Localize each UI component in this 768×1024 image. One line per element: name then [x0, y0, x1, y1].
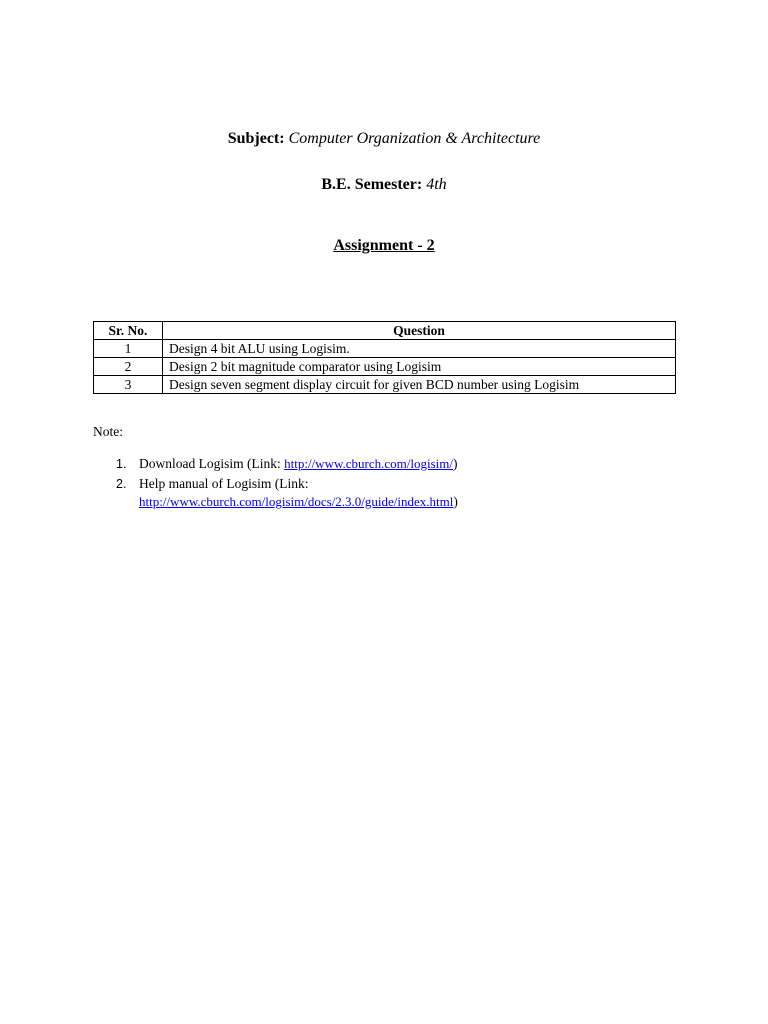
subject-label: Subject:: [227, 130, 285, 147]
list-item-text-end: ): [453, 456, 458, 471]
semester-label: B.E. Semester:: [321, 176, 423, 193]
subject-value: Computer Organization & Architecture: [288, 130, 541, 147]
list-item-text-end: ): [453, 494, 458, 509]
row-question: Design 2 bit magnitude comparator using Logisim: [163, 358, 676, 376]
table-row: [94, 340, 676, 358]
row-question: Design seven segment display circuit for given BCD number using Logisim: [163, 376, 676, 394]
logisim-download-link[interactable]: http://www.cburch.com/logisim/: [284, 456, 453, 471]
table-header-row: [94, 322, 676, 340]
list-item-number: 2.: [116, 477, 127, 491]
questions-table: [93, 321, 676, 394]
row-number: 1: [94, 340, 163, 358]
table-row: [94, 376, 676, 394]
table-row: [94, 358, 676, 376]
column-header-question: Question: [163, 322, 676, 340]
row-number: 2: [94, 358, 163, 376]
note-list: [116, 455, 458, 513]
note-label: Note:: [93, 424, 123, 439]
list-item-text: Download Logisim (Link:: [139, 456, 285, 471]
list-item: [116, 455, 458, 473]
semester-line: [0, 176, 768, 194]
row-question: Design 4 bit ALU using Logisim.: [163, 340, 676, 358]
assignment-title: Assignment - 2: [333, 237, 435, 254]
list-item-text: Help manual of Logisim (Link:: [139, 476, 309, 491]
column-header-sr-no: Sr. No.: [94, 322, 163, 340]
list-item-number: 1.: [116, 457, 127, 471]
subject-line: [0, 130, 768, 148]
row-number: 3: [94, 376, 163, 394]
list-item: [116, 475, 458, 511]
logisim-manual-link[interactable]: http://www.cburch.com/logisim/docs/2.3.0/guide/index.html: [139, 494, 454, 509]
semester-value: 4th: [426, 176, 447, 193]
